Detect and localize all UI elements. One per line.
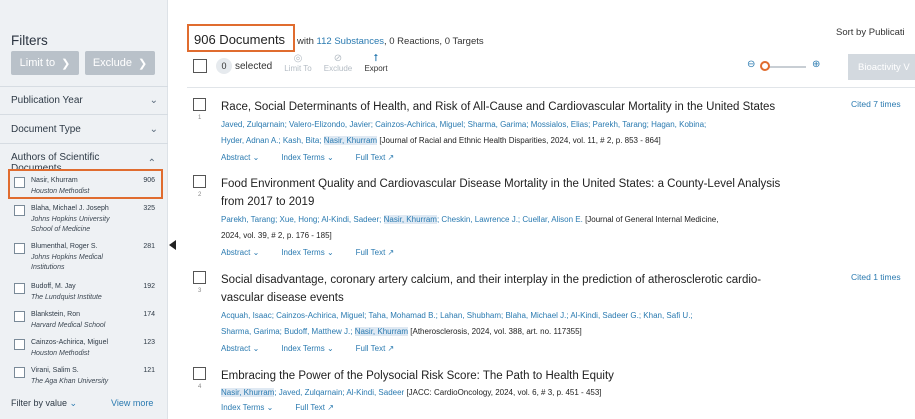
journal-citation: 2024, vol. 39, # 2, p. 176 - 185] bbox=[221, 231, 332, 240]
index-terms-label: Index Terms bbox=[281, 153, 325, 162]
author-count: 281 bbox=[143, 243, 155, 250]
document-count: 906 Documents bbox=[194, 32, 286, 47]
authors-line bbox=[221, 385, 796, 401]
facet-publication-year[interactable] bbox=[11, 95, 158, 106]
filters-title: Filters bbox=[11, 33, 48, 48]
result-index: 2 bbox=[198, 192, 202, 198]
chevron-down-icon: ⌄ bbox=[69, 398, 78, 408]
author-name: Blankstein, Ron bbox=[31, 311, 81, 318]
result-index: 3 bbox=[198, 288, 202, 294]
full-text-link[interactable]: Full Text ↗ bbox=[355, 344, 395, 353]
result-links bbox=[221, 403, 334, 412]
filters-sidebar bbox=[0, 0, 168, 419]
author-checkbox[interactable] bbox=[14, 339, 25, 350]
export-icon: ⭡ bbox=[373, 53, 379, 64]
result-title[interactable]: Social disadvantage, coronary artery calcium, and their interplay in the prediction of atherosclerotic cardio-vascular disease events bbox=[221, 274, 762, 304]
zoom-slider-track[interactable] bbox=[764, 66, 806, 68]
filter-by-value-button[interactable] bbox=[11, 398, 77, 409]
abstract-label: Abstract bbox=[221, 344, 251, 353]
author-affiliation: Houston Methodist bbox=[31, 188, 90, 195]
result-authors bbox=[221, 308, 796, 340]
author-item[interactable] bbox=[14, 364, 157, 394]
highlighted-author[interactable]: Nasir, Khurram bbox=[383, 215, 437, 224]
author-item[interactable] bbox=[14, 240, 157, 270]
result-links bbox=[221, 248, 394, 257]
exclude-button[interactable] bbox=[85, 51, 155, 75]
author-name: Budoff, M. Jay bbox=[31, 283, 76, 290]
summary-rest: , 0 Reactions, 0 Targets bbox=[383, 36, 484, 47]
facet-label: Authors of Scientific Documents bbox=[11, 152, 100, 174]
author-count: 192 bbox=[143, 283, 155, 290]
result-index: 4 bbox=[198, 384, 202, 390]
full-text-link[interactable]: Full Text ↗ bbox=[355, 248, 395, 257]
result-links bbox=[221, 153, 394, 162]
divider bbox=[0, 86, 168, 87]
chevron-down-icon: ⌄ bbox=[149, 124, 158, 135]
zoom-slider-handle[interactable] bbox=[760, 61, 770, 71]
authors-line[interactable]: Javed, Zulqarnain; Valero-Elizondo, Javier; Cainzos-Achirica, Miguel; Sharma, Garima; Mossialos, Elias; Parekh, Tarang; Hagan, Kobina; bbox=[221, 120, 707, 129]
export-action[interactable] bbox=[360, 53, 392, 73]
results-summary bbox=[297, 36, 484, 47]
result-title[interactable]: Food Environment Quality and Cardiovascular Disease Mortality in the United States: a County-Level Analysis from 2017 to 2019 bbox=[221, 178, 781, 208]
author-count: 906 bbox=[143, 177, 155, 184]
limit-to-action-label: Limit To bbox=[284, 64, 312, 73]
full-text-label: Full Text bbox=[355, 248, 386, 257]
result-item bbox=[193, 98, 913, 168]
abstract-label: Abstract bbox=[221, 248, 251, 257]
index-terms-link[interactable]: Index Terms ⌄ bbox=[281, 153, 334, 162]
cited-by-link[interactable]: Cited 7 times bbox=[851, 99, 901, 109]
filter-by-value-label: Filter by value bbox=[11, 398, 68, 408]
facet-label: Publication Year bbox=[11, 95, 83, 106]
chevron-right-icon: ❯ bbox=[137, 57, 148, 70]
result-index: 1 bbox=[198, 115, 202, 121]
author-affiliation: Johns Hopkins University School of Medicine bbox=[31, 216, 110, 233]
abstract-link[interactable]: Abstract ⌄ bbox=[221, 248, 260, 257]
author-name: Blumenthal, Roger S. bbox=[31, 243, 98, 250]
index-terms-label: Index Terms bbox=[281, 344, 325, 353]
highlighted-author[interactable]: Nasir, Khurram bbox=[323, 136, 378, 145]
authors-text[interactable]: Sharma, Garima; Budoff, Matthew J.; bbox=[221, 327, 355, 336]
authors-line bbox=[221, 133, 796, 149]
journal-citation: [Atherosclerosis, 2024, vol. 388, art. no. 117355] bbox=[408, 327, 582, 336]
result-checkbox[interactable] bbox=[193, 367, 206, 380]
index-terms-link[interactable]: Index Terms ⌄ bbox=[281, 344, 334, 353]
index-terms-label: Index Terms bbox=[281, 248, 325, 257]
result-title[interactable]: Race, Social Determinants of Health, and Risk of All-Cause and Cardiovascular Mortality in the United States bbox=[221, 101, 776, 113]
author-name: Nasir, Khurram bbox=[31, 177, 78, 184]
author-checkbox[interactable] bbox=[14, 311, 25, 322]
result-title[interactable]: Embracing the Power of the Polysocial Risk Score: The Path to Health Equity bbox=[221, 370, 614, 382]
author-name: Blaha, Michael J. Joseph bbox=[31, 205, 109, 212]
limit-to-action[interactable] bbox=[282, 53, 314, 73]
full-text-label: Full Text bbox=[295, 403, 326, 412]
author-name: Virani, Salim S. bbox=[31, 367, 79, 374]
authors-text[interactable]: Hyder, Adnan A.; Kash, Bita; bbox=[221, 136, 324, 145]
authors-text[interactable]: ; Cheskin, Lawrence J.; Cuellar, Alison E. bbox=[436, 215, 586, 224]
author-affiliation: The Aga Khan University bbox=[31, 378, 109, 385]
author-affiliation: Houston Methodist bbox=[31, 350, 90, 357]
journal-citation: [JACC: CardioOncology, 2024, vol. 6, # 3, p. 451 - 453] bbox=[406, 388, 602, 397]
index-terms-link[interactable]: Index Terms ⌄ bbox=[281, 248, 334, 257]
divider bbox=[187, 87, 915, 88]
author-item[interactable] bbox=[14, 336, 157, 366]
author-checkbox[interactable] bbox=[14, 367, 25, 378]
authors-line[interactable]: Acquah, Isaac; Cainzos-Achirica, Miguel; Taha, Mohamad B.; Lahan, Shubham; Blaha, Michael J.; Al-Kindi, Sadeer G.; Khan, Safi U.; bbox=[221, 311, 693, 320]
author-affiliation: The Lundquist Institute bbox=[31, 294, 102, 301]
abstract-label: Abstract bbox=[221, 153, 251, 162]
selected-label: selected bbox=[235, 61, 273, 72]
journal-citation: [Journal of Racial and Ethnic Health Disparities, 2024, vol. 11, # 2, p. 853 - 864] bbox=[377, 136, 661, 145]
full-text-label: Full Text bbox=[355, 153, 386, 162]
abstract-link[interactable]: Abstract ⌄ bbox=[221, 153, 260, 162]
full-text-link[interactable]: Full Text ↗ bbox=[355, 153, 395, 162]
result-item bbox=[193, 271, 913, 361]
result-links bbox=[221, 344, 394, 353]
full-text-link[interactable]: Full Text ↗ bbox=[295, 403, 334, 412]
cited-by-link[interactable]: Cited 1 times bbox=[851, 272, 901, 282]
result-checkbox[interactable] bbox=[193, 271, 206, 284]
authors-text[interactable]: Parekh, Tarang; Xue, Hong; Al-Kindi, Sadeer; bbox=[221, 215, 384, 224]
limit-to-button[interactable] bbox=[11, 51, 79, 75]
exclude-label: Exclude bbox=[92, 57, 132, 69]
chevron-right-icon: ❯ bbox=[61, 57, 71, 70]
highlighted-author[interactable]: Nasir, Khurram bbox=[354, 327, 409, 336]
author-affiliation: Johns Hopkins Medical Institutions bbox=[31, 254, 103, 271]
divider bbox=[0, 114, 168, 115]
author-checkbox[interactable] bbox=[14, 205, 25, 216]
author-count: 325 bbox=[143, 205, 155, 212]
author-checkbox[interactable] bbox=[14, 243, 25, 254]
select-all-checkbox[interactable] bbox=[193, 59, 207, 73]
collapse-sidebar-handle[interactable] bbox=[169, 240, 176, 250]
chevron-up-icon: ⌃ bbox=[147, 157, 156, 169]
authors-line bbox=[221, 324, 796, 340]
author-item[interactable] bbox=[14, 280, 157, 310]
divider bbox=[0, 143, 168, 144]
author-item[interactable] bbox=[14, 308, 157, 338]
facet-label: Document Type bbox=[11, 124, 81, 135]
result-item bbox=[193, 175, 913, 265]
index-terms-label: Index Terms bbox=[221, 403, 265, 412]
filter-icon: ◎ bbox=[293, 53, 303, 64]
substances-link[interactable]: 112 Substances bbox=[316, 36, 384, 47]
index-terms-link[interactable]: Index Terms ⌄ bbox=[221, 403, 274, 412]
author-count: 121 bbox=[143, 367, 155, 374]
result-authors bbox=[221, 212, 796, 244]
author-count: 123 bbox=[143, 339, 155, 346]
facet-document-type[interactable] bbox=[11, 124, 158, 135]
sort-by-dropdown[interactable]: Sort by Publicati bbox=[836, 27, 905, 38]
author-count: 174 bbox=[143, 311, 155, 318]
result-checkbox[interactable] bbox=[193, 98, 206, 111]
author-item[interactable] bbox=[14, 202, 157, 232]
journal-citation: [Journal of General Internal Medicine, bbox=[585, 215, 719, 224]
selected-count-badge: 0 bbox=[216, 58, 232, 74]
author-name: Cainzos-Achirica, Miguel bbox=[31, 339, 109, 346]
authors-line bbox=[221, 212, 796, 228]
highlight-box bbox=[8, 169, 163, 199]
block-icon: ⊘ bbox=[333, 53, 343, 64]
zoom-out-icon[interactable]: ⊖ bbox=[747, 59, 756, 70]
view-more-link[interactable]: View more bbox=[111, 398, 154, 408]
author-affiliation: Harvard Medical School bbox=[31, 322, 106, 329]
chevron-down-icon: ⌄ bbox=[149, 95, 158, 106]
result-item bbox=[193, 367, 913, 419]
export-action-label: Export bbox=[364, 64, 388, 73]
authors-text[interactable]: ; Javed, Zulqarnain; Al-Kindi, Sadeer bbox=[274, 388, 407, 397]
author-checkbox[interactable] bbox=[14, 283, 25, 294]
highlighted-author[interactable]: Nasir, Khurram bbox=[221, 388, 275, 397]
abstract-link[interactable]: Abstract ⌄ bbox=[221, 344, 260, 353]
exclude-action-label: Exclude bbox=[323, 64, 353, 73]
bioactivity-button[interactable]: Bioactivity V bbox=[848, 54, 915, 80]
zoom-in-icon[interactable]: ⊕ bbox=[812, 59, 821, 70]
full-text-label: Full Text bbox=[355, 344, 386, 353]
result-authors bbox=[221, 117, 796, 149]
with-text: with bbox=[297, 36, 314, 47]
result-checkbox[interactable] bbox=[193, 175, 206, 188]
exclude-action[interactable] bbox=[321, 53, 355, 73]
limit-to-label: Limit to bbox=[19, 57, 56, 69]
result-authors bbox=[221, 385, 796, 401]
